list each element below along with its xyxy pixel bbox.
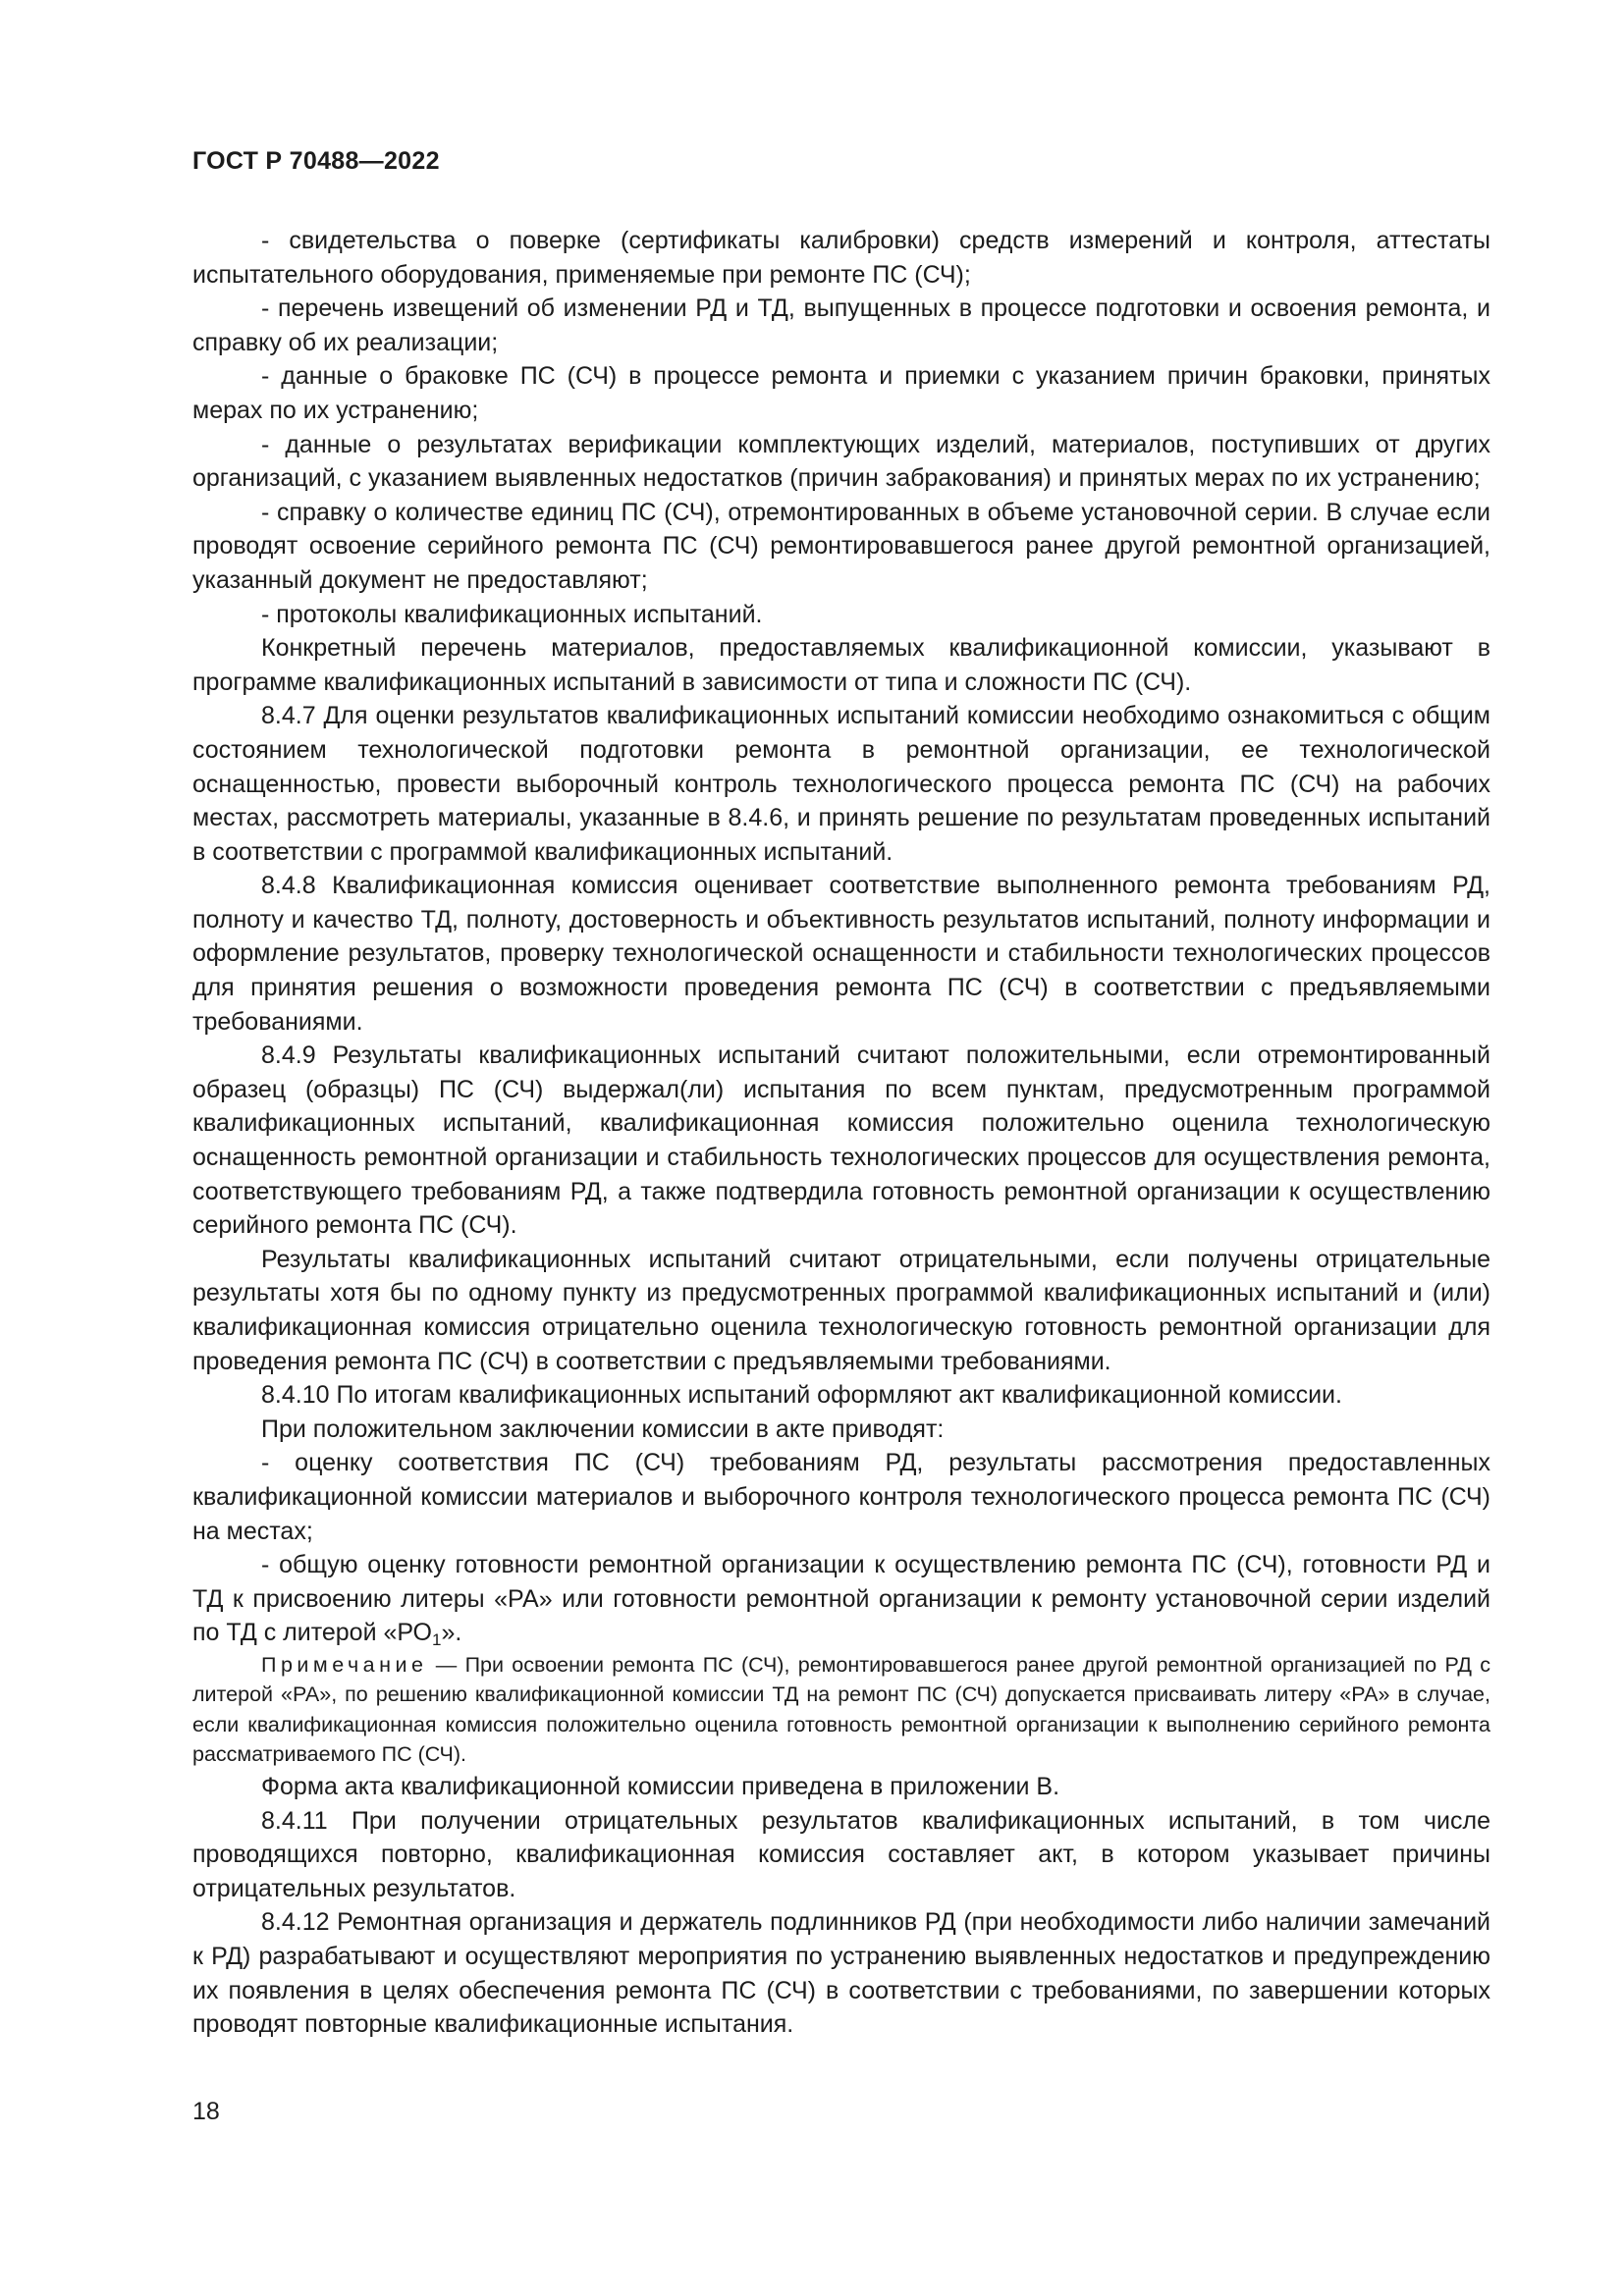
list-item-text-end: ». (441, 1619, 462, 1647)
list-item: - перечень извещений об изменении РД и ТД, выпущенных в процессе подготовки и освоения ремонта, и справку об их реализации; (192, 294, 1490, 356)
paragraph: При положительном заключении комиссии в акте приводят: (261, 1415, 945, 1443)
note-text: — При освоении ремонта ПС (СЧ), ремонтировавшегося ранее другой ремонтной организацией по РД с литерой «РА», по решению квалификационной комиссии ТД на ремонт ПС (СЧ) допускается присваивать литеру «РА» в случае, если квалификационная комиссия положительно оценила готовность ремонтной организации к выполнению серийного ремонта рассматриваемого ПС (СЧ). (192, 1652, 1490, 1767)
list-item: - оценку соответствия ПС (СЧ) требованиям РД, результаты рассмотрения предоставленных квалификационной комиссии материалов и выборочного контроля технологического процесса ремонта ПС (СЧ) на местах; (192, 1449, 1490, 1545)
paragraph: Форма акта квалификационной комиссии приведена в приложении В. (261, 1772, 1060, 1800)
note-label: Примечание (261, 1652, 428, 1677)
page-number: 18 (192, 2098, 220, 2125)
clause-8-4-9: 8.4.9 Результаты квалификационных испытаний считают положительными, если отремонтированный образец (образцы) ПС (СЧ) выдержал(ли) испытания по всем пунктам, предусмотренным программой квалификационных испытаний, квалификационная комиссия положительно оценила технологическую оснащенность ремонтной организации и стабильность технологических процессов для осуществления ремонта, соответствующего требованиям РД, а также подтвердила готовность ремонтной организации к осуществлению серийного ремонта ПС (СЧ). (192, 1041, 1490, 1240)
clause-8-4-12: 8.4.12 Ремонтная организация и держатель подлинников РД (при необходимости либо наличии замечаний к РД) разрабатывают и осуществляют мероприятия по устранению выявленных недостатков и предупреждению их появления в целях обеспечения ремонта ПС (СЧ) в соответствии с требованиями, по завершении которых проводят повторные квалификационные испытания. (192, 1908, 1490, 2039)
document-header: ГОСТ Р 70488—2022 (192, 147, 440, 175)
list-item: - протоколы квалификационных испытаний. (261, 600, 763, 628)
list-item: - свидетельства о поверке (сертификаты калибровки) средств измерений и контроля, аттестаты испытательного оборудования, применяемые при ремонте ПС (СЧ); (192, 227, 1490, 289)
list-item: - данные о результатах верификации комплектующих изделий, материалов, поступивших от других организаций, с указанием выявленных недостатков (причин забракования) и принятых мерах по их устранению; (192, 430, 1490, 493)
clause-8-4-8: 8.4.8 Квалификационная комиссия оценивает соответствие выполненного ремонта требованиям РД, полноту и качество ТД, полноту, достоверность и объективность результатов испытаний, полноту информации и оформление результатов, проверку технологической оснащенности и стабильности технологических процессов для принятия решения о возможности проведения ремонта ПС (СЧ) в соответствии с предъявляемыми требованиями. (192, 872, 1490, 1036)
list-item: - данные о браковке ПС (СЧ) в процессе ремонта и приемки с указанием причин браковки, принятых мерах по их устранению; (192, 362, 1490, 424)
list-item: - справку о количестве единиц ПС (СЧ), отремонтированных в объеме установочной серии. В случае если проводят освоение серийного ремонта ПС (СЧ) ремонтировавшегося ранее другой ремонтной организацией, указанный документ не предоставляют; (192, 498, 1490, 594)
clause-8-4-10: 8.4.10 По итогам квалификационных испытаний оформляют акт квалификационной комиссии. (261, 1381, 1342, 1410)
paragraph: Конкретный перечень материалов, предоставляемых квалификационной комиссии, указывают в программе квалификационных испытаний в зависимости от типа и сложности ПС (СЧ). (192, 634, 1490, 696)
clause-8-4-11: 8.4.11 При получении отрицательных результатов квалификационных испытаний, в том числе проводящихся повторно, квалификационная комиссия составляет акт, в котором указывает причины отрицательных результатов. (192, 1806, 1490, 1902)
note (192, 1650, 1490, 1770)
subscript: 1 (431, 1630, 442, 1650)
clause-8-4-7: 8.4.7 Для оценки результатов квалификационных испытаний комиссии необходимо ознакомиться с общим состоянием технологической подготовки ремонта в ремонтной организации, ее технологической оснащенностью, провести выборочный контроль технологического процесса ремонта ПС (СЧ) на рабочих местах, рассмотреть материалы, указанные в 8.4.6, и принять решение по результатам проведенных испытаний в соответствии с программой квалификационных испытаний. (192, 702, 1490, 866)
list-item (192, 1548, 1490, 1650)
paragraph: Результаты квалификационных испытаний считают отрицательными, если получены отрицательные результаты хотя бы по одному пункту из предусмотренных программой квалификационных испытаний и (или) квалификационная комиссия отрицательно оценила технологическую готовность ремонтной организации для проведения ремонта ПС (СЧ) в соответствии с предъявляемыми требованиями. (192, 1245, 1490, 1375)
document-body (192, 224, 1490, 2042)
list-item-text: - общую оценку готовности ремонтной организации к осуществлению ремонта ПС (СЧ), готовности РД и ТД к присвоению литеры «РА» или готовности ремонтной организации к ремонту установочной серии изделий по ТД с литерой «РО (192, 1551, 1490, 1647)
